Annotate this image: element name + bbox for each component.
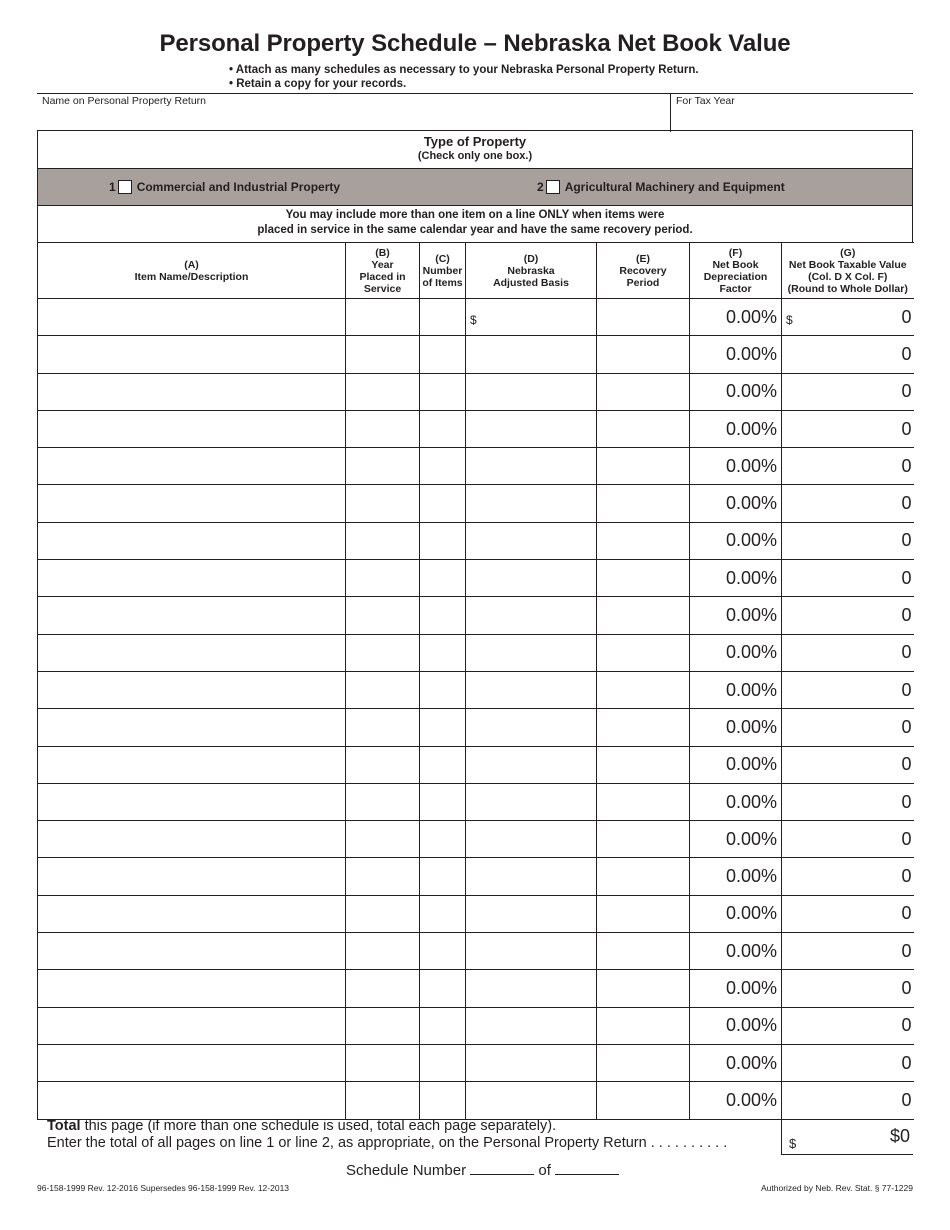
- cell-b[interactable]: [346, 783, 420, 820]
- depreciation-factor-value: 0.00%: [725, 903, 777, 924]
- cell-c[interactable]: [420, 783, 466, 820]
- cell-a[interactable]: [38, 783, 346, 820]
- table-row: [38, 410, 914, 447]
- schedule-number-field[interactable]: [470, 1163, 534, 1175]
- cell-c[interactable]: [420, 1007, 466, 1044]
- cell-d[interactable]: [466, 1082, 597, 1119]
- tax-year-field-label: For Tax Year: [676, 95, 735, 107]
- cell-f[interactable]: [690, 895, 782, 932]
- table-row: [38, 522, 914, 559]
- taxable-value: 0: [901, 306, 912, 327]
- cell-a[interactable]: [38, 299, 346, 336]
- cell-c[interactable]: [420, 597, 466, 634]
- cell-b[interactable]: [346, 1082, 420, 1119]
- cell-d[interactable]: [466, 299, 597, 336]
- table-row: [38, 373, 914, 410]
- cell-c[interactable]: [420, 448, 466, 485]
- type-of-property-subtitle: (Check only one box.): [417, 150, 533, 162]
- option-commercial-number: 1: [109, 180, 116, 194]
- total-dollar-sign: $: [789, 1136, 797, 1151]
- cell-f[interactable]: [690, 783, 782, 820]
- taxable-value: 0: [901, 977, 912, 998]
- cell-d[interactable]: [466, 373, 597, 410]
- cell-e[interactable]: [597, 671, 690, 708]
- taxable-value: 0: [901, 642, 912, 663]
- cell-a[interactable]: [38, 485, 346, 522]
- column-header-g: (G) Net Book Taxable Value (Col. D X Col. F) (Round to Whole Dollar): [782, 243, 914, 299]
- cell-e[interactable]: [597, 597, 690, 634]
- commercial-checkbox[interactable]: [118, 180, 132, 194]
- cell-b[interactable]: [346, 709, 420, 746]
- depreciation-factor-value: 0.00%: [725, 418, 777, 439]
- cell-g[interactable]: [782, 373, 914, 410]
- cell-c[interactable]: [420, 1082, 466, 1119]
- cell-e[interactable]: [597, 410, 690, 447]
- total-underline: [781, 1154, 913, 1155]
- cell-c[interactable]: [420, 410, 466, 447]
- cell-f[interactable]: [690, 410, 782, 447]
- table-row: [38, 671, 914, 708]
- cell-a[interactable]: [38, 448, 346, 485]
- table-row: [38, 1082, 914, 1119]
- total-row: [37, 1117, 913, 1155]
- cell-g[interactable]: [782, 410, 914, 447]
- cell-d[interactable]: [466, 858, 597, 895]
- cell-g[interactable]: [782, 1082, 914, 1119]
- cell-a[interactable]: [38, 895, 346, 932]
- statutory-authority: Authorized by Neb. Rev. Stat. § 77-1229: [761, 1183, 913, 1193]
- cell-c[interactable]: [420, 709, 466, 746]
- cell-g[interactable]: [782, 1007, 914, 1044]
- taxable-value: 0: [901, 1015, 912, 1036]
- cell-d[interactable]: [466, 671, 597, 708]
- agricultural-checkbox[interactable]: [546, 180, 560, 194]
- cell-g[interactable]: [782, 895, 914, 932]
- depreciation-factor-value: 0.00%: [725, 381, 777, 402]
- cell-c[interactable]: [420, 746, 466, 783]
- taxable-value: 0: [901, 418, 912, 439]
- total-value-field[interactable]: $0: [889, 1126, 910, 1146]
- cell-a[interactable]: [38, 746, 346, 783]
- cell-b[interactable]: [346, 560, 420, 597]
- cell-d[interactable]: [466, 485, 597, 522]
- cell-e[interactable]: [597, 485, 690, 522]
- cell-c[interactable]: [420, 522, 466, 559]
- depreciation-factor-value: 0.00%: [725, 791, 777, 812]
- cell-b[interactable]: [346, 410, 420, 447]
- cell-b[interactable]: [346, 485, 420, 522]
- depreciation-factor-value: 0.00%: [725, 1015, 777, 1036]
- cell-d[interactable]: [466, 821, 597, 858]
- column-header-c: (C) Number of Items: [420, 243, 466, 299]
- cell-a[interactable]: [38, 634, 346, 671]
- cell-b[interactable]: [346, 933, 420, 970]
- cell-e[interactable]: [597, 821, 690, 858]
- taxable-value: 0: [901, 455, 912, 476]
- table-row: [38, 448, 914, 485]
- taxable-value: 0: [901, 940, 912, 961]
- depreciation-factor-value: 0.00%: [725, 567, 777, 588]
- cell-c[interactable]: [420, 560, 466, 597]
- depreciation-factor-value: 0.00%: [725, 866, 777, 887]
- cell-c[interactable]: [420, 821, 466, 858]
- cell-f[interactable]: [690, 709, 782, 746]
- cell-g[interactable]: [782, 448, 914, 485]
- taxable-value: 0: [901, 343, 912, 364]
- table-row: [38, 1044, 914, 1081]
- cell-a[interactable]: [38, 522, 346, 559]
- option-commercial[interactable]: [109, 180, 340, 194]
- cell-b[interactable]: [346, 522, 420, 559]
- taxable-value: 0: [901, 791, 912, 812]
- cell-g[interactable]: [782, 522, 914, 559]
- depreciation-factor-value: 0.00%: [725, 493, 777, 514]
- total-line-1: this page (if more than one schedule is used, total each page separately).: [80, 1118, 557, 1134]
- cell-d[interactable]: [466, 448, 597, 485]
- cell-e[interactable]: [597, 522, 690, 559]
- cell-g[interactable]: [782, 709, 914, 746]
- taxable-value: 0: [901, 903, 912, 924]
- header-divider: [670, 94, 671, 132]
- cell-e[interactable]: [597, 336, 690, 373]
- cell-a[interactable]: [38, 1082, 346, 1119]
- note-line-2: placed in service in the same calendar year and have the same recovery period.: [257, 224, 693, 236]
- cell-f[interactable]: [690, 485, 782, 522]
- cell-c[interactable]: [420, 634, 466, 671]
- cell-b[interactable]: [346, 336, 420, 373]
- cell-c[interactable]: [420, 970, 466, 1007]
- cell-g[interactable]: [782, 933, 914, 970]
- schedule-number: [346, 1162, 619, 1179]
- cell-f[interactable]: [690, 597, 782, 634]
- option-agricultural[interactable]: [537, 180, 785, 194]
- cell-d[interactable]: [466, 597, 597, 634]
- cell-d[interactable]: [466, 970, 597, 1007]
- cell-a[interactable]: [38, 336, 346, 373]
- cell-b[interactable]: [346, 895, 420, 932]
- cell-b[interactable]: [346, 858, 420, 895]
- cell-c[interactable]: [420, 299, 466, 336]
- cell-e[interactable]: [597, 783, 690, 820]
- option-agricultural-number: 2: [537, 180, 544, 194]
- depreciation-factor-value: 0.00%: [725, 754, 777, 775]
- cell-f[interactable]: [690, 373, 782, 410]
- depreciation-factor-value: 0.00%: [725, 530, 777, 551]
- cell-g[interactable]: [782, 634, 914, 671]
- cell-a[interactable]: [38, 373, 346, 410]
- cell-d[interactable]: [466, 746, 597, 783]
- instruction-retain: • Retain a copy for your records.: [229, 78, 407, 90]
- schedule-total-field[interactable]: [555, 1163, 619, 1175]
- taxable-value: 0: [901, 828, 912, 849]
- table-row: [38, 336, 914, 373]
- total-label: Total: [47, 1118, 81, 1134]
- taxable-value: 0: [901, 493, 912, 514]
- cell-d[interactable]: [466, 336, 597, 373]
- depreciation-factor-value: 0.00%: [725, 1052, 777, 1073]
- cell-e[interactable]: [597, 933, 690, 970]
- cell-f[interactable]: [690, 1007, 782, 1044]
- cell-f[interactable]: [690, 448, 782, 485]
- cell-a[interactable]: [38, 709, 346, 746]
- cell-c[interactable]: [420, 858, 466, 895]
- total-instructions: [47, 1118, 727, 1152]
- cell-a[interactable]: [38, 1044, 346, 1081]
- cell-c[interactable]: [420, 671, 466, 708]
- column-header-b: (B) Year Placed in Service: [346, 243, 420, 299]
- note-line-1: You may include more than one item on a line ONLY when items were: [285, 209, 665, 221]
- taxable-value: 0: [901, 567, 912, 588]
- depreciation-factor-value: 0.00%: [725, 940, 777, 961]
- depreciation-factor-value: 0.00%: [725, 828, 777, 849]
- cell-a[interactable]: [38, 970, 346, 1007]
- cell-e[interactable]: [597, 895, 690, 932]
- table-row: [38, 895, 914, 932]
- cell-f[interactable]: [690, 634, 782, 671]
- form-number: 96-158-1999 Rev. 12-2016 Supersedes 96-158-1999 Rev. 12-2013: [37, 1183, 290, 1193]
- schedule-of-label: of: [538, 1162, 551, 1179]
- taxable-value: 0: [901, 1089, 912, 1110]
- cell-b[interactable]: [346, 597, 420, 634]
- cell-e[interactable]: [597, 709, 690, 746]
- table-row: [38, 970, 914, 1007]
- cell-e[interactable]: [597, 858, 690, 895]
- cell-e[interactable]: [597, 1044, 690, 1081]
- schedule-table: [37, 242, 914, 1120]
- type-of-property-title: Type of Property: [423, 134, 527, 149]
- cell-c[interactable]: [420, 336, 466, 373]
- cell-b[interactable]: [346, 448, 420, 485]
- cell-e[interactable]: [597, 299, 690, 336]
- depreciation-factor-value: 0.00%: [725, 679, 777, 700]
- cell-a[interactable]: [38, 821, 346, 858]
- depreciation-factor-value: 0.00%: [725, 1089, 777, 1110]
- total-line-2: Enter the total of all pages on line 1 or line 2, as appropriate, on the Personal Property Return . . . . . . . . . .: [47, 1135, 728, 1151]
- table-header-row: [38, 243, 914, 299]
- cell-a[interactable]: [38, 858, 346, 895]
- taxable-value: 0: [901, 605, 912, 626]
- cell-g[interactable]: [782, 485, 914, 522]
- taxable-value: 0: [901, 381, 912, 402]
- cell-g[interactable]: [782, 858, 914, 895]
- cell-d[interactable]: [466, 410, 597, 447]
- table-row: [38, 858, 914, 895]
- cell-g[interactable]: [782, 336, 914, 373]
- name-field-label: Name on Personal Property Return: [42, 95, 206, 107]
- taxable-value: 0: [901, 1052, 912, 1073]
- cell-b[interactable]: [346, 821, 420, 858]
- depreciation-factor-value: 0.00%: [725, 605, 777, 626]
- form-title: Personal Property Schedule – Nebraska Net Book Value: [159, 30, 791, 57]
- cell-d[interactable]: [466, 1007, 597, 1044]
- table-row: [38, 597, 914, 634]
- cell-d[interactable]: [466, 709, 597, 746]
- cell-f[interactable]: [690, 671, 782, 708]
- column-header-e: (E) Recovery Period: [597, 243, 690, 299]
- taxable-value: 0: [901, 679, 912, 700]
- table-row: [38, 933, 914, 970]
- cell-a[interactable]: [38, 1007, 346, 1044]
- cell-f[interactable]: [690, 1082, 782, 1119]
- table-row: [38, 485, 914, 522]
- type-of-property-header: [37, 130, 913, 169]
- table-body: [38, 299, 914, 1120]
- cell-f[interactable]: [690, 821, 782, 858]
- cell-f[interactable]: [690, 933, 782, 970]
- cell-b[interactable]: [346, 970, 420, 1007]
- property-type-options: [37, 168, 913, 206]
- depreciation-factor-value: 0.00%: [725, 343, 777, 364]
- dollar-sign: $: [470, 313, 477, 327]
- cell-e[interactable]: [597, 1007, 690, 1044]
- dollar-sign: $: [786, 313, 793, 327]
- depreciation-factor-value: 0.00%: [725, 306, 777, 327]
- cell-f[interactable]: [690, 1044, 782, 1081]
- total-divider: [781, 1117, 782, 1155]
- cell-g[interactable]: [782, 299, 914, 336]
- column-header-d: (D) Nebraska Adjusted Basis: [466, 243, 597, 299]
- cell-f[interactable]: [690, 299, 782, 336]
- instructions: [229, 63, 699, 91]
- instruction-attach: • Attach as many schedules as necessary to your Nebraska Personal Property Return.: [229, 64, 699, 76]
- cell-g[interactable]: [782, 783, 914, 820]
- cell-d[interactable]: [466, 783, 597, 820]
- cell-g[interactable]: [782, 821, 914, 858]
- cell-b[interactable]: [346, 634, 420, 671]
- cell-f[interactable]: [690, 746, 782, 783]
- table-row: [38, 634, 914, 671]
- cell-f[interactable]: [690, 560, 782, 597]
- cell-e[interactable]: [597, 373, 690, 410]
- cell-e[interactable]: [597, 448, 690, 485]
- header-fields: [37, 93, 913, 131]
- cell-c[interactable]: [420, 933, 466, 970]
- cell-g[interactable]: [782, 560, 914, 597]
- taxable-value: 0: [901, 754, 912, 775]
- table-row: [38, 1007, 914, 1044]
- cell-g[interactable]: [782, 597, 914, 634]
- cell-f[interactable]: [690, 970, 782, 1007]
- taxable-value: 0: [901, 716, 912, 737]
- cell-a[interactable]: [38, 597, 346, 634]
- cell-a[interactable]: [38, 933, 346, 970]
- cell-d[interactable]: [466, 634, 597, 671]
- table-row: [38, 709, 914, 746]
- table-row: [38, 783, 914, 820]
- cell-d[interactable]: [466, 560, 597, 597]
- cell-e[interactable]: [597, 560, 690, 597]
- cell-b[interactable]: [346, 299, 420, 336]
- cell-g[interactable]: [782, 1044, 914, 1081]
- cell-e[interactable]: [597, 970, 690, 1007]
- column-header-a: (A) Item Name/Description: [38, 243, 346, 299]
- cell-b[interactable]: [346, 671, 420, 708]
- schedule-number-label: Schedule Number: [346, 1162, 467, 1179]
- depreciation-factor-value: 0.00%: [725, 716, 777, 737]
- option-commercial-label: Commercial and Industrial Property: [136, 180, 341, 194]
- cell-g[interactable]: [782, 970, 914, 1007]
- cell-d[interactable]: [466, 1044, 597, 1081]
- cell-a[interactable]: [38, 410, 346, 447]
- cell-f[interactable]: [690, 522, 782, 559]
- cell-c[interactable]: [420, 895, 466, 932]
- depreciation-factor-value: 0.00%: [725, 455, 777, 476]
- cell-e[interactable]: [597, 1082, 690, 1119]
- taxable-value: 0: [901, 530, 912, 551]
- cell-a[interactable]: [38, 560, 346, 597]
- cell-f[interactable]: [690, 858, 782, 895]
- table-row: [38, 821, 914, 858]
- depreciation-factor-value: 0.00%: [725, 642, 777, 663]
- table-row: [38, 299, 914, 336]
- cell-b[interactable]: [346, 1044, 420, 1081]
- option-agricultural-label: Agricultural Machinery and Equipment: [564, 180, 785, 194]
- column-header-f: (F) Net Book Depreciation Factor: [690, 243, 782, 299]
- cell-e[interactable]: [597, 746, 690, 783]
- cell-g[interactable]: [782, 671, 914, 708]
- cell-d[interactable]: [466, 522, 597, 559]
- cell-c[interactable]: [420, 485, 466, 522]
- cell-g[interactable]: [782, 746, 914, 783]
- cell-b[interactable]: [346, 1007, 420, 1044]
- multiple-items-note: [37, 205, 913, 243]
- cell-a[interactable]: [38, 671, 346, 708]
- table-row: [38, 746, 914, 783]
- cell-b[interactable]: [346, 746, 420, 783]
- cell-b[interactable]: [346, 373, 420, 410]
- taxable-value: 0: [901, 866, 912, 887]
- depreciation-factor-value: 0.00%: [725, 977, 777, 998]
- cell-e[interactable]: [597, 634, 690, 671]
- cell-d[interactable]: [466, 895, 597, 932]
- table-row: [38, 560, 914, 597]
- cell-c[interactable]: [420, 1044, 466, 1081]
- cell-f[interactable]: [690, 336, 782, 373]
- cell-c[interactable]: [420, 373, 466, 410]
- cell-d[interactable]: [466, 933, 597, 970]
